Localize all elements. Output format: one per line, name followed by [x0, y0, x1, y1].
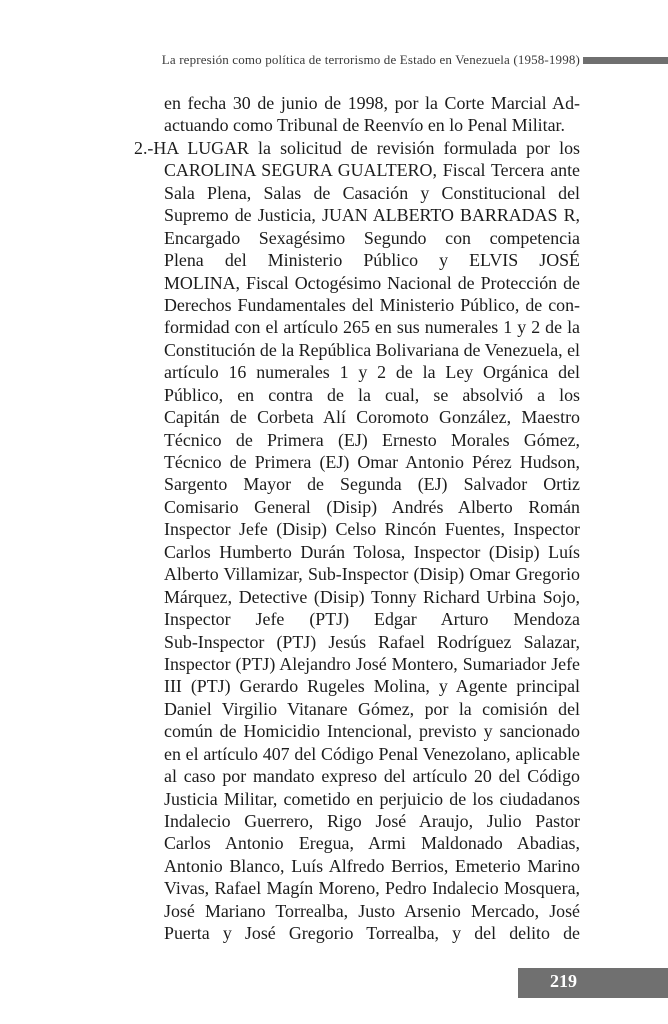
body-line: actuando como Tribunal de Reenvío en lo Penal Militar.: [164, 115, 565, 136]
body-line: Derechos Fundamentales del Ministerio Público, de con-: [164, 294, 580, 315]
page-number: 219: [550, 971, 577, 991]
body-line: Comisario General (Disip) Andrés Alberto Román: [164, 496, 580, 517]
body-line: Técnico de Primera (EJ) Omar Antonio Pérez Hudson,: [164, 452, 580, 472]
body-line: al caso por mandato expreso del artículo 20 del Código: [164, 766, 580, 787]
body-line: Inspector Jefe (PTJ) Edgar Arturo Mendoza: [164, 609, 580, 630]
body-line: Encargado Sexagésimo Segundo con competencia: [164, 227, 580, 248]
body-line: CAROLINA SEGURA GUALTERO, Fiscal Tercera ante: [164, 160, 580, 181]
body-line: Daniel Virgilio Vitanare Gómez, por la comisión del: [164, 698, 580, 719]
body-line: Vivas, Rafael Magín Moreno, Pedro Indalecio Mosquera,: [164, 878, 580, 899]
body-line: Puerta y José Gregorio Torrealba, y del delito de: [164, 923, 580, 944]
header-rule-bar: [583, 57, 668, 64]
body-line: común de Homicidio Intencional, previsto y sancionado: [164, 721, 580, 742]
body-line: Inspector Jefe (Disip) Celso Rincón Fuentes, Inspector: [164, 519, 580, 540]
body-line: Sala Plena, Salas de Casación y Constitucional del: [164, 182, 580, 203]
body-line: José Mariano Torrealba, Justo Arsenio Mercado, José: [164, 900, 580, 921]
body-line: MOLINA, Fiscal Octogésimo Nacional de Protección de: [164, 272, 580, 293]
body-line: Constitución de la República Bolivariana de Venezuela, el: [164, 339, 580, 360]
body-line: Justicia Militar, cometido en perjuicio de los ciudadanos: [164, 788, 580, 809]
body-line: Alberto Villamizar, Sub-Inspector (Disip) Omar Gregorio: [164, 564, 580, 585]
page-number-box: [518, 968, 668, 998]
body-line: Capitán de Corbeta Alí Coromoto González, Maestro: [164, 407, 580, 428]
body-line: Sargento Mayor de Segunda (EJ) Salvador Ortiz: [164, 474, 580, 495]
body-line: Antonio Blanco, Luís Alfredo Berrios, Emeterio Marino: [164, 855, 580, 876]
body-line: Supremo de Justicia, JUAN ALBERTO BARRADAS R,: [164, 205, 580, 226]
body-line: 2.-HA LUGAR la solicitud de revisión formulada por los: [134, 137, 580, 158]
body-line: Márquez, Detective (Disip) Tonny Richard Urbina Sojo,: [164, 586, 580, 607]
body-line: Sub-Inspector (PTJ) Jesús Rafael Rodríguez Salazar,: [164, 631, 580, 652]
running-header: [0, 50, 668, 70]
body-line: formidad con el artículo 265 en sus numerales 1 y 2 de la: [164, 317, 580, 338]
body-line: Plena del Ministerio Público y ELVIS JOSÉ: [164, 250, 580, 271]
running-title: La represión como política de terrorismo de Estado en Venezuela (1958-1998): [161, 52, 580, 67]
body-line: Indalecio Guerrero, Rigo José Araujo, Julio Pastor: [164, 811, 580, 831]
body-line: Inspector (PTJ) Alejandro José Montero, Sumariador Jefe: [164, 653, 580, 674]
body-line: artículo 16 numerales 1 y 2 de la Ley Orgánica del: [164, 362, 580, 383]
body-text: [134, 92, 580, 945]
body-line: en fecha 30 de junio de 1998, por la Corte Marcial Ad-: [164, 93, 580, 113]
body-line: III (PTJ) Gerardo Rugeles Molina, y Agente principal: [164, 676, 580, 697]
body-line: Técnico de Primera (EJ) Ernesto Morales Gómez,: [164, 429, 580, 450]
body-line: en el artículo 407 del Código Penal Venezolano, aplicable: [164, 743, 580, 764]
body-line: Carlos Antonio Eregua, Armi Maldonado Abadias,: [164, 833, 580, 854]
body-line: Público, en contra de la cual, se absolvió a los: [164, 384, 580, 405]
body-line: Carlos Humberto Durán Tolosa, Inspector (Disip) Luís: [164, 541, 580, 562]
